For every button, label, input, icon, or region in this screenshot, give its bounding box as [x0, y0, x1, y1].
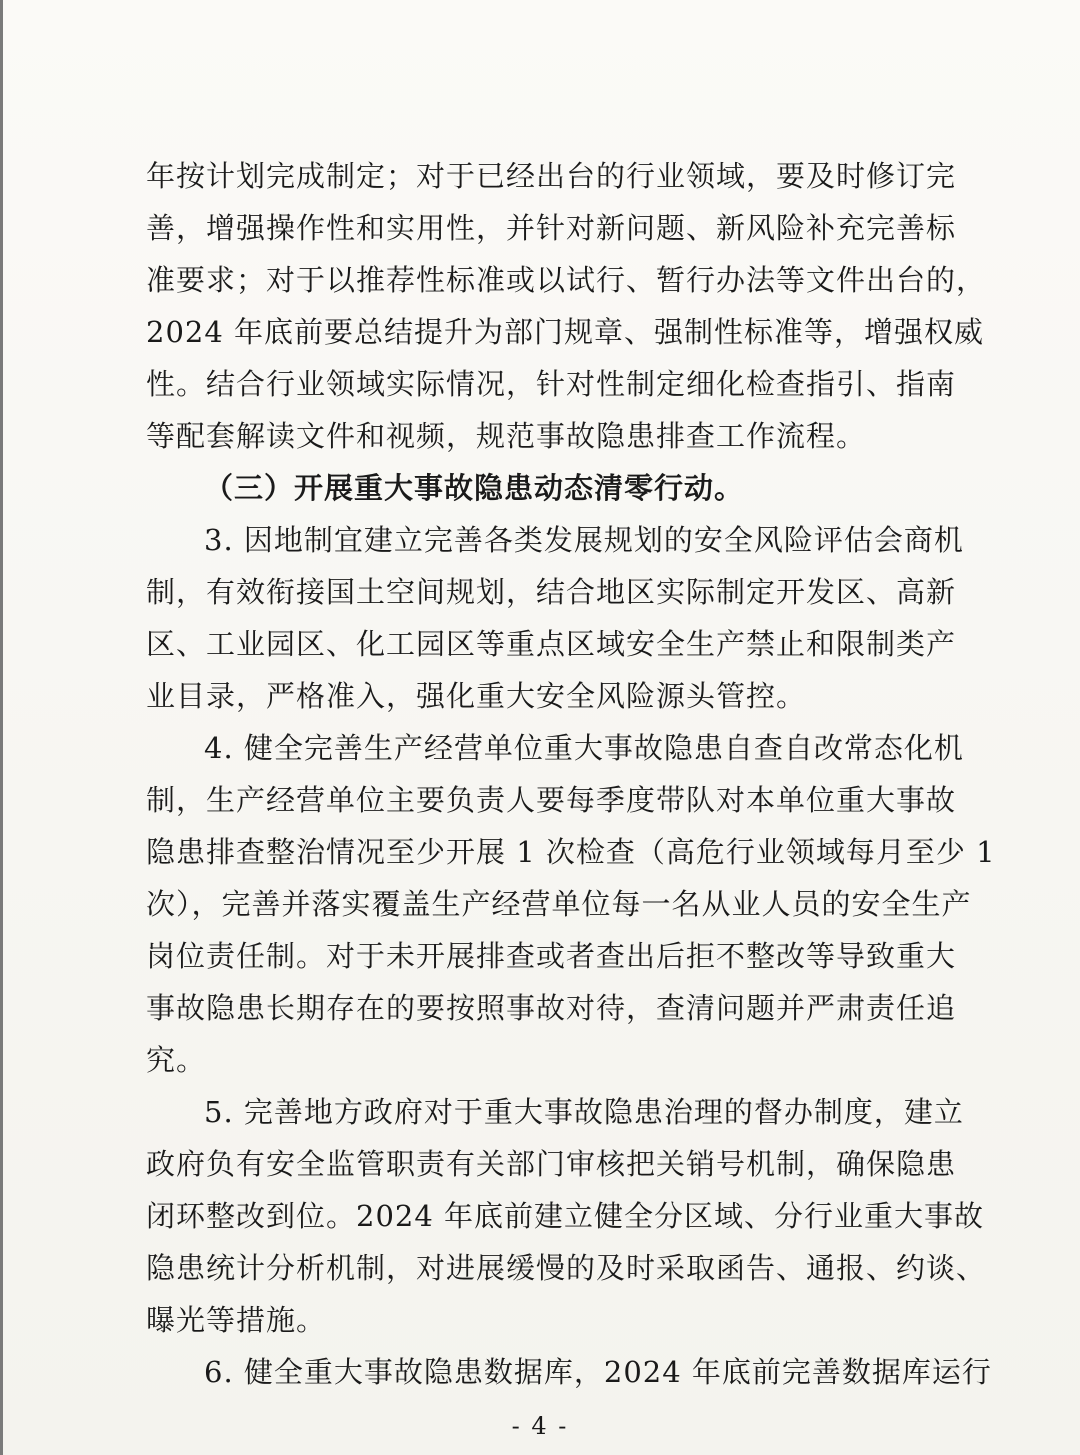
text-line: 曝光等措施。	[146, 1303, 327, 1337]
text-line: 制，有效衔接国土空间规划，结合地区实际制定开发区、高新	[146, 575, 957, 609]
text-line: 年按计划完成制定；对于已经出台的行业领域，要及时修订完	[146, 159, 957, 193]
text-line: 善，增强操作性和实用性，并针对新问题、新风险补充完善标	[146, 211, 957, 245]
text-line: 制，生产经营单位主要负责人要每季度带队对本单位重大事故	[146, 783, 957, 817]
text-line: 3. 因地制宜建立完善各类发展规划的安全风险评估会商机	[204, 523, 964, 557]
page-edge	[0, 0, 3, 1455]
text-line: 业目录，严格准入，强化重大安全风险源头管控。	[146, 679, 807, 713]
text-line: 闭环整改到位。2024 年底前建立健全分区域、分行业重大事故	[146, 1199, 985, 1233]
text-line: 隐患统计分析机制，对进展缓慢的及时采取函告、通报、约谈、	[146, 1251, 987, 1285]
text-line: 区、工业园区、化工园区等重点区域安全生产禁止和限制类产	[146, 627, 957, 661]
text-line: 准要求；对于以推荐性标准或以试行、暂行办法等文件出台的，	[146, 263, 987, 297]
text-line: 岗位责任制。对于未开展排查或者查出后拒不整改等导致重大	[146, 939, 957, 973]
text-line: 次），完善并落实覆盖生产经营单位每一名从业人员的安全生产	[146, 887, 972, 921]
text-line: 2024 年底前要总结提升为部门规章、强制性标准等，增强权威	[146, 315, 985, 349]
text-line: 隐患排查整治情况至少开展 1 次检查（高危行业领域每月至少 1	[146, 835, 996, 869]
text-line: 等配套解读文件和视频，规范事故隐患排查工作流程。	[146, 419, 867, 453]
page-number: - 4 -	[511, 1412, 569, 1440]
body-text	[146, 150, 996, 1398]
text-line: 政府负有安全监管职责有关部门审核把关销号机制，确保隐患	[146, 1147, 957, 1181]
text-line: 事故隐患长期存在的要按照事故对待，查清问题并严肃责任追	[146, 991, 957, 1025]
text-line: 性。结合行业领域实际情况，针对性制定细化检查指引、指南	[146, 367, 957, 401]
text-line: 6. 健全重大事故隐患数据库，2024 年底前完善数据库运行	[204, 1355, 992, 1389]
text-line: 究。	[146, 1043, 207, 1077]
text-line: 5. 完善地方政府对于重大事故隐患治理的督办制度，建立	[204, 1095, 964, 1129]
section-heading: （三）开展重大事故隐患动态清零行动。	[204, 471, 745, 505]
text-line: 4. 健全完善生产经营单位重大事故隐患自查自改常态化机	[204, 731, 964, 765]
